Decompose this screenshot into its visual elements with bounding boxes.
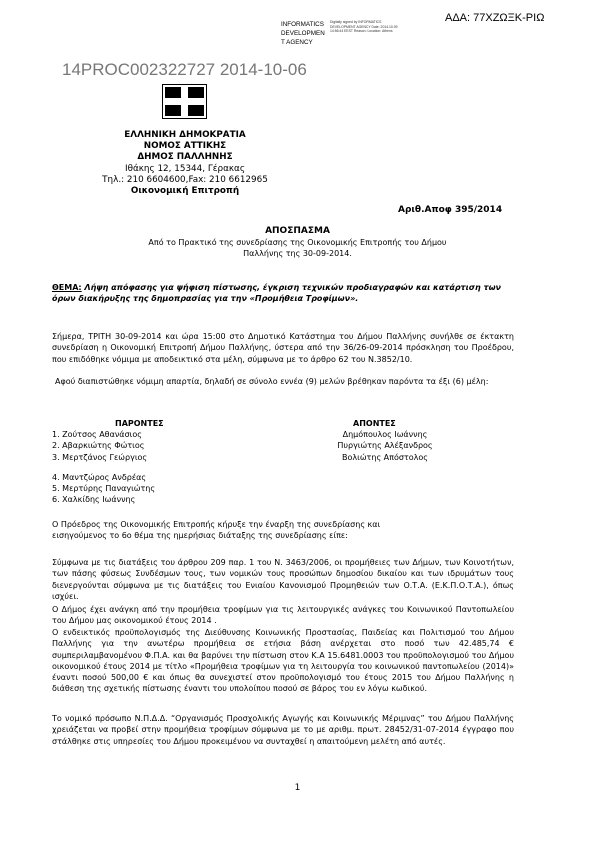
list-item: 6. Χαλκίδης Ιωάννης	[52, 495, 136, 505]
present-heading: ΠΑΡΟΝΤΕΣ	[115, 419, 164, 428]
intro-paragraph: Σήμερα, ΤΡΙΤΗ 30-09-2014 και ώρα 15:00 στο Δημοτικό Κατάστημα του Δήμου Παλλήνης συνήλθε σε έκτακτη συνεδρίαση η Οικονομική Επιτροπή Δήμου Παλλήνης, ύστερα από την 36/26-09-2014 πρόσκληση του Προέδρου, που επιδόθηκε νόμιμα με αποδεικτικό στα μέλη, σύμφωνα με το άρθρο 62 του Ν.3852/10.	[52, 332, 514, 364]
document-subtitle: Από το Πρακτικό της συνεδρίασης της Οικονομικής Επιτροπής του Δήμου Παλλήνης της 30-09-2014.	[148, 238, 447, 259]
body-paragraph-2: Ο Δήμος έχει ανάγκη από την προμήθεια τροφίμων για τις λειτουργικές ανάγκες του Κοινωνικού Παντοπωλείου του Δήμου μας οικονομικού έτους 2014 .	[52, 605, 514, 626]
list-item: Πυργιώτης Αλέξανδρος	[337, 441, 433, 451]
list-item: 4. Μαντζώρος Ανδρέας	[52, 472, 147, 482]
absent-list	[325, 429, 445, 463]
list-item: 1. Ζούτσος Αθανάσιος	[52, 430, 142, 439]
present-list	[52, 429, 155, 506]
contact: Τηλ.: 210 6604600,Fax: 210 6612965	[102, 174, 268, 185]
list-item: 5. Μερτύρης Παναγιώτης	[52, 484, 156, 494]
absent-heading: ΑΠΟΝΤΕΣ	[353, 419, 396, 428]
ada-code: ΑΔΑ: 77ΧΖΩΞΚ-ΡΙΩ	[445, 12, 545, 24]
subject-label: ΘΕΜΑ:	[52, 283, 82, 292]
digital-signer: INFORMATICS DEVELOPMEN T AGENCY	[281, 21, 325, 46]
decision-number: Αριθ.Αποφ 395/2014	[398, 205, 503, 215]
letterhead	[80, 130, 290, 197]
document-title: ΑΠΟΣΠΑΣΜΑ	[265, 226, 330, 236]
body-paragraph-1: Σύμφωνα με τις διατάξεις του άρθρου 209 παρ. 1 του Ν. 3463/2006, οι προμήθειες των Δήμων, των Κοινοτήτων, των πάσης φύσεως Συνδέσμων τους, των νομικών τους προσώπων δημοσίου δικαίου και των ιδρυμάτων τους διενεργούνται σύμφωνα με τις διατάξεις του Ενιαίου Κανονισμού Προμηθειών των Ο.Τ.Α. (Ε.Κ.Π.Ο.Τ.Α.), όπως ισχύει.	[52, 558, 514, 601]
list-item: 2. Αβαρκιώτης Φώτιος	[52, 441, 145, 451]
list-item: Βολιώτης Απόστολος	[342, 452, 428, 462]
chair-statement: Ο Πρόεδρος της Οικονομικής Επιτροπής κήρυξε την έναρξη της συνεδρίασης και εισηγούμενος το 6ο θέμα της ημερήσιας διάταξης της συνεδρίασης είπε:	[52, 520, 381, 541]
prefecture: ΝΟΜΟΣ ΑΤΤΙΚΗΣ	[143, 141, 227, 152]
body-paragraph-4: Το νομικό πρόσωπο Ν.Π.Δ.Δ. “Οργανισμός Προσχολικής Αγωγής και Κοινωνικής Μέριμνας” του Δήμου Παλλήνης χρειάζεται να προβεί στην προμήθεια τροφίμων σύμφωνα με το με αριθμ. πρωτ. 28452/31-07-2014 έγγραφο που στάλθηκε στις υπηρεσίες του Δήμου προκειμένου να συνταχθεί η απαιτούμενη μελέτη από αυτές.	[52, 714, 514, 746]
address: Ιθάκης 12, 15344, Γέρακας	[124, 163, 246, 174]
page-number: 1	[294, 783, 301, 793]
subject	[52, 282, 514, 305]
protocol-number: 14PROC002322727 2014-10-06	[62, 60, 307, 79]
country: ΕΛΛΗΝΙΚΗ ΔΗΜΟΚΡΑΤΙΑ	[124, 130, 246, 140]
committee: Οικονομική Επιτροπή	[130, 186, 240, 197]
subject-text: Λήψη απόφασης για ψήφιση πίστωσης, έγκριση τεχνικών προδιαγραφών και κατάρτιση των όρων διακήρυξης της δημοπρασίας για την «Προμήθεια Τροφίμων».	[52, 283, 501, 304]
coat-of-arms-icon	[162, 84, 207, 119]
quorum-paragraph: Αφού διαπιστώθηκε νόμιμη απαρτία, δηλαδή σε σύνολο εννέα (9) μελών βρέθηκαν παρόντα τα έξι (6) μέλη:	[55, 377, 489, 386]
list-item: Δημόπουλος Ιωάννης	[342, 430, 428, 439]
municipality: ΔΗΜΟΣ ΠΑΛΛΗΝΗΣ	[137, 152, 233, 163]
body-paragraph-3: Ο ενδεικτικός προϋπολογισμός της Διεύθυνσης Κοινωνικής Προστασίας, Παιδείας και Πολιτισμού του Δήμου Παλλήνης για την ανωτέρω προμήθεια σε ετήσια βάση ανέρχεται στο ποσό των 42.485,74 € συμπεριλαμβανομένου Φ.Π.Α. και θα βαρύνει την πίστωση στον Κ.Α 15.6481.0003 του προϋπολογισμού του Δήμου οικονομικού έτους 2014 με τίτλο «Προμήθεια τροφίμων για τη λειτουργία του κοινωνικού παντοπωλείου (2014)» έναντι ποσού 500,00 € και όπως θα συνεχιστεί στον προϋπολογισμό του έτους 2015 του Δήμου Παλλήνης η διάθεση της σχετικής πίστωσης έναντι του υπολοίπου ποσού σε βάρος του εν λόγω κωδικού.	[52, 628, 514, 694]
list-item: 3. Μερτζάνος Γεώργιος	[52, 452, 148, 462]
signature-details: Digitally signed by INFORMATICS DEVELOPMENT AGENCY Date: 2014.10.09 14:56:44 EEST Reason: Location: Athens	[330, 20, 398, 34]
